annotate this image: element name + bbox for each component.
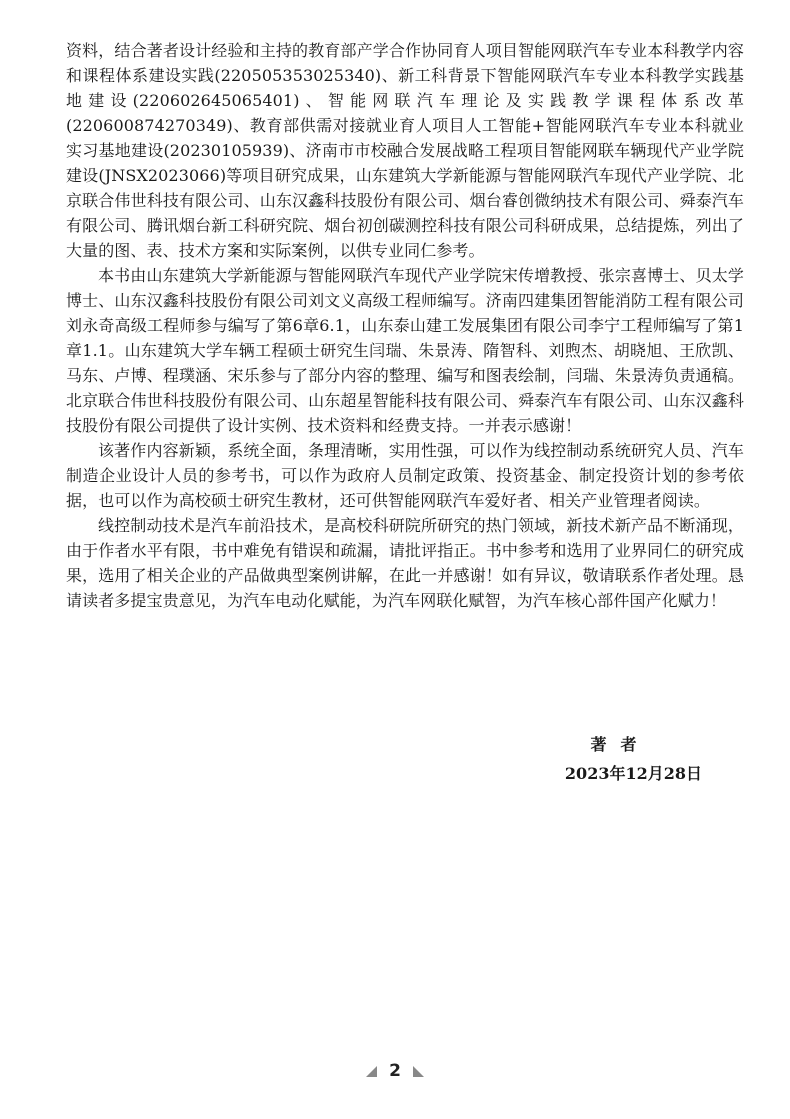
left-triangle-icon — [366, 1066, 377, 1077]
signature-author: 著者 — [590, 735, 651, 754]
signature-block — [545, 732, 702, 786]
paragraph-authors: 本书由山东建筑大学新能源与智能网联汽车现代产业学院宋传增教授、张宗喜博士、贝太学博士、山东汉鑫科技股份有限公司刘文义高级工程师编写。济南四建集团智能消防工程有限公司刘永奇高级工程师参与编写了第6章6.1，山东泰山建工发展集团有限公司李宁工程师编写了第1章1.1。山东建筑大学车辆工程硕士研究生闫瑞、朱景涛、隋智科、刘煦杰、胡晓旭、王欣凯、马东、卢博、程璞涵、宋乐参与了部分内容的整理、编写和图表绘制，闫瑞、朱景涛负责通稿。北京联合伟世科技股份有限公司、山东超星智能科技有限公司、舜泰汽车有限公司、山东汉鑫科技股份有限公司提供了设计实例、技术资料和经费支持。一并表示感谢！ — [66, 266, 744, 435]
signature-date: 2023年12月28日 — [564, 764, 702, 783]
right-triangle-icon — [413, 1066, 424, 1077]
preface-body — [66, 38, 744, 613]
page-footer — [0, 1061, 790, 1081]
paragraph-audience: 该著作内容新颖，系统全面，条理清晰，实用性强，可以作为线控制动系统研究人员、汽车制造企业设计人员的参考书，可以作为政府人员制定政策、投资基金、制定投资计划的参考依据，也可以作为高校硕士研究生教材，还可供智能网联汽车爱好者、相关产业管理者阅读。 — [66, 441, 744, 510]
page-number: 2 — [389, 1061, 401, 1081]
paragraph-continued: 资料，结合著者设计经验和主持的教育部产学合作协同育人项目智能网联汽车专业本科教学内容和课程体系建设实践(220505353025340)、新工科背景下智能网联汽车专业本科教学实践基地建设(220602645065401)、智能网联汽车理论及实践教学课程体系改革(220600874270349)、教育部供需对接就业育人项目人工智能+智能网联汽车专业本科就业实习基地建设(20230105939)、济南市市校融合发展战略工程项目智能网联车辆现代产业学院建设(JNSX2023066)等项目研究成果，山东建筑大学新能源与智能网联汽车现代产业学院、北京联合伟世科技有限公司、山东汉鑫科技股份有限公司、烟台睿创微纳技术有限公司、舜泰汽车有限公司、腾讯烟台新工科研究院、烟台初创碳测控科技有限公司科研成果，总结提炼，列出了大量的图、表、技术方案和实际案例，以供专业同仁参考。 — [66, 41, 744, 260]
paragraph-closing: 线控制动技术是汽车前沿技术，是高校科研院所研究的热门领域，新技术新产品不断涌现，由于作者水平有限，书中难免有错误和疏漏，请批评指正。书中参考和选用了业界同仁的研究成果，选用了相关企业的产品做典型案例讲解，在此一并感谢！如有异议，敬请联系作者处理。恳请读者多提宝贵意见，为汽车电动化赋能，为汽车网联化赋智，为汽车核心部件国产化赋力！ — [66, 516, 744, 610]
